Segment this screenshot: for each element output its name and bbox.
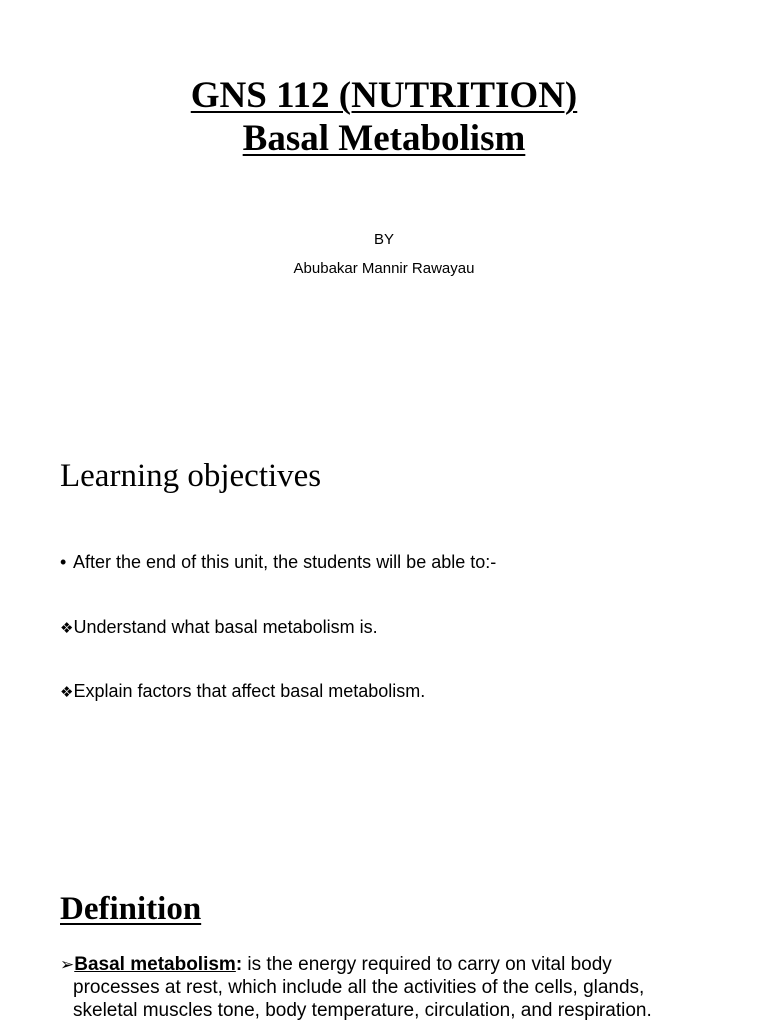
page-title (0, 74, 768, 160)
objective-text: Understand what basal metabolism is. (73, 617, 378, 637)
definition-line-1 (60, 953, 760, 976)
title-topic: Basal Metabolism (242, 118, 526, 159)
diamond-bullet-icon: ❖ (60, 620, 74, 637)
definition-heading: Definition (60, 891, 202, 927)
objective-item (60, 679, 425, 705)
definition-paragraph (60, 953, 760, 1022)
objective-item (60, 615, 378, 641)
bullet-icon: • (60, 552, 67, 572)
diamond-bullet-icon: ❖ (60, 684, 74, 701)
arrow-bullet-icon: ➢ (60, 955, 75, 974)
learning-objectives-heading: Learning objectives (60, 458, 322, 494)
definition-term: Basal metabolism (74, 954, 236, 975)
definition-colon: : (235, 954, 243, 975)
byline-label: BY (373, 231, 394, 248)
definition-line-1-text: is the energy required to carry on vital body (242, 954, 612, 975)
objective-text: Explain factors that affect basal metabolism. (73, 681, 426, 701)
definition-line-3: skeletal muscles tone, body temperature, circulation, and respiration. (73, 1000, 652, 1021)
title-course: GNS 112 (NUTRITION) (190, 75, 578, 116)
objectives-intro (60, 550, 496, 574)
objectives-intro-text: After the end of this unit, the students will be able to:- (73, 552, 497, 572)
author-name: Abubakar Mannir Rawayau (293, 260, 475, 277)
definition-line-2: processes at rest, which include all the activities of the cells, glands, (73, 977, 645, 998)
